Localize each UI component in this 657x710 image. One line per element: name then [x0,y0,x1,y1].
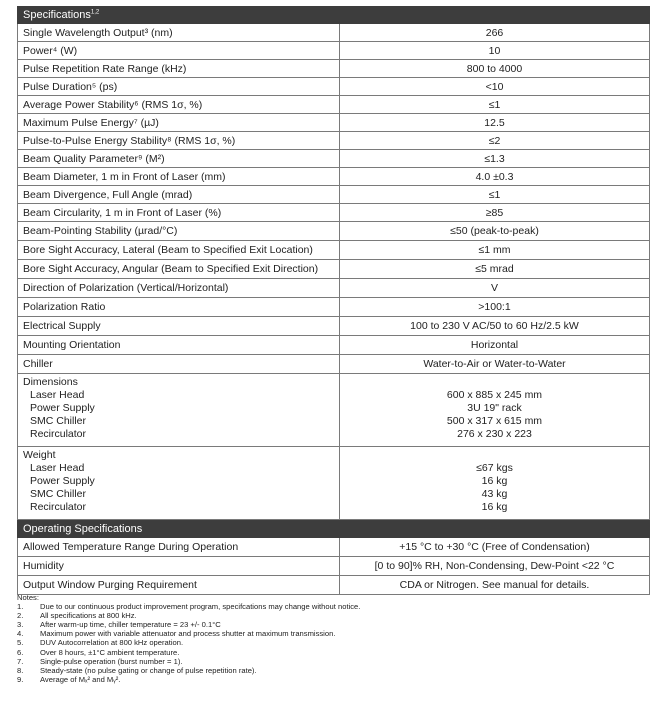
dimensions-group-item-label: SMC Chiller [30,415,87,427]
weight-group-item-value: ≤67 kgs [476,462,513,474]
note-text: All specifications at 800 kHz. [40,611,137,621]
weight-group [18,447,650,520]
spec-label: Beam-Pointing Stability (µrad/°C) [18,222,340,241]
weight-group-item-value: 16 kg [481,475,508,487]
section-title: Operating Specifications [18,520,650,538]
spec-value: ≤1 mm [340,241,650,260]
spec-label: Bore Sight Accuracy, Angular (Beam to Specified Exit Direction) [18,260,340,279]
spec-row [18,336,650,355]
spec-label: Direction of Polarization (Vertical/Horizontal) [18,279,340,298]
note-number: 9. [17,674,24,684]
dimensions-group-item-label: Recirculator [30,428,87,440]
notes-list [17,602,360,684]
dimensions-group-label: Dimensions [23,376,78,388]
spec-row [18,279,650,298]
spec-label: Beam Quality Parameter⁹ (M²) [18,150,340,168]
spec-label: Maximum Pulse Energy⁷ (µJ) [18,114,340,132]
spec-label: Beam Circularity, 1 m in Front of Laser (%) [18,204,340,222]
note-number: 1. [17,602,24,612]
spec-value: ≤1.3 [340,150,650,168]
spec-row [18,222,650,241]
note-text: Over 8 hours, ±1°C ambient temperature. [40,647,180,657]
spec-label: Mounting Orientation [18,336,340,355]
spec-label: Humidity [18,557,340,576]
note-item [17,629,360,638]
note-number: 8. [17,665,24,675]
spec-label: Electrical Supply [18,317,340,336]
spec-row [18,186,650,204]
spec-sheet [17,6,649,595]
section-title: Specifications [23,9,91,21]
weight-group-item-label: Power Supply [30,475,95,487]
dimensions-group-item-value: 3U 19" rack [467,402,522,414]
note-item [17,602,360,611]
weight-group-item-label: Laser Head [30,462,85,474]
note-text: Single-pulse operation (burst number = 1). [40,656,183,666]
weight-group-item-value: 16 kg [481,501,508,513]
spec-row [18,96,650,114]
spec-value: ≤1 [340,186,650,204]
spec-label: Allowed Temperature Range During Operation [18,538,340,557]
section-title-sup: 1,2 [90,9,100,16]
spec-row [18,168,650,186]
spec-value: 12.5 [340,114,650,132]
note-text: Steady-state (no pulse gating or change of pulse repetition rate). [40,665,257,675]
spec-value: 800 to 4000 [340,60,650,78]
spec-label: Average Power Stability⁶ (RMS 1σ, %) [18,96,340,114]
spec-label: Pulse Duration⁵ (ps) [18,78,340,96]
weight-group-item-label: SMC Chiller [30,488,87,500]
note-text: Due to our continuous product improvement program, specifcations may change without notice. [40,602,361,612]
spec-label: Output Window Purging Requirement [18,576,340,595]
note-item [17,657,360,666]
spec-row [18,204,650,222]
spec-row [18,60,650,78]
spec-row [18,24,650,42]
spec-value: 10 [340,42,650,60]
spec-value: V [340,279,650,298]
dimensions-group-item-label: Power Supply [30,402,95,414]
dimensions-group-item-value: 600 x 885 x 245 mm [446,389,543,401]
spec-value: +15 °C to +30 °C (Free of Condensation) [340,538,650,557]
spec-row [18,298,650,317]
spec-value: 266 [340,24,650,42]
spec-label: Beam Diameter, 1 m in Front of Laser (mm) [18,168,340,186]
spec-label: Chiller [18,355,340,374]
spec-value: >100:1 [340,298,650,317]
spec-label: Polarization Ratio [18,298,340,317]
spec-label: Beam Divergence, Full Angle (mrad) [18,186,340,204]
note-item [17,648,360,657]
dimensions-group-item-label: Laser Head [30,389,85,401]
operating-row [18,538,650,557]
spec-row [18,241,650,260]
spec-value: 4.0 ±0.3 [340,168,650,186]
spec-row [18,260,650,279]
weight-group-item-value: 43 kg [481,488,508,500]
dimensions-group [18,374,650,447]
spec-value: ≤1 [340,96,650,114]
note-number: 5. [17,638,24,648]
spec-value: ≥85 [340,204,650,222]
operating-row [18,557,650,576]
spec-value: ≤5 mrad [340,260,650,279]
spec-label: Bore Sight Accuracy, Lateral (Beam to Specified Exit Location) [18,241,340,260]
spec-label: Single Wavelength Output³ (nm) [18,24,340,42]
spec-value: <10 [340,78,650,96]
spec-value: CDA or Nitrogen. See manual for details. [340,576,650,595]
note-text: After warm-up time, chiller temperature = 23 +/- 0.1°C [40,620,221,630]
note-item [17,666,360,675]
spec-row [18,114,650,132]
spec-value: [0 to 90]% RH, Non-Condensing, Dew-Point <22 °C [340,557,650,576]
operating-specifications-header [18,520,650,538]
note-number: 7. [17,656,24,666]
note-text: Maximum power with variable attenuator and process shutter at maximum transmission. [40,629,336,639]
spec-row [18,78,650,96]
spec-value: ≤2 [340,132,650,150]
dimensions-group-item-value: 276 x 230 x 223 [457,428,532,440]
spec-row [18,150,650,168]
note-item [17,638,360,647]
notes-title: Notes: [17,593,39,602]
notes [17,593,360,684]
spec-value: 100 to 230 V AC/50 to 60 Hz/2.5 kW [340,317,650,336]
spec-row [18,132,650,150]
spec-label: Power⁴ (W) [18,42,340,60]
note-item [17,675,360,684]
spec-table [17,6,650,595]
weight-group-label: Weight [23,449,56,461]
spec-label: Pulse Repetition Rate Range (kHz) [18,60,340,78]
spec-row [18,42,650,60]
dimensions-group-item-value: 500 x 317 x 615 mm [446,415,543,427]
note-number: 6. [17,647,24,657]
note-number: 2. [17,611,24,621]
note-number: 4. [17,629,24,639]
note-text: DUV Autocorrelation at 800 kHz operation. [40,638,184,648]
note-item [17,611,360,620]
specifications-header [18,7,650,24]
note-number: 3. [17,620,24,630]
spec-label: Pulse-to-Pulse Energy Stability⁸ (RMS 1σ, %) [18,132,340,150]
weight-group-item-label: Recirculator [30,501,87,513]
spec-value: Water-to-Air or Water-to-Water [340,355,650,374]
spec-row [18,355,650,374]
operating-row [18,576,650,595]
spec-value: ≤50 (peak-to-peak) [340,222,650,241]
spec-row [18,317,650,336]
note-text: Average of Mₓ² and Mᵧ². [40,674,121,684]
spec-value: Horizontal [340,336,650,355]
note-item [17,620,360,629]
